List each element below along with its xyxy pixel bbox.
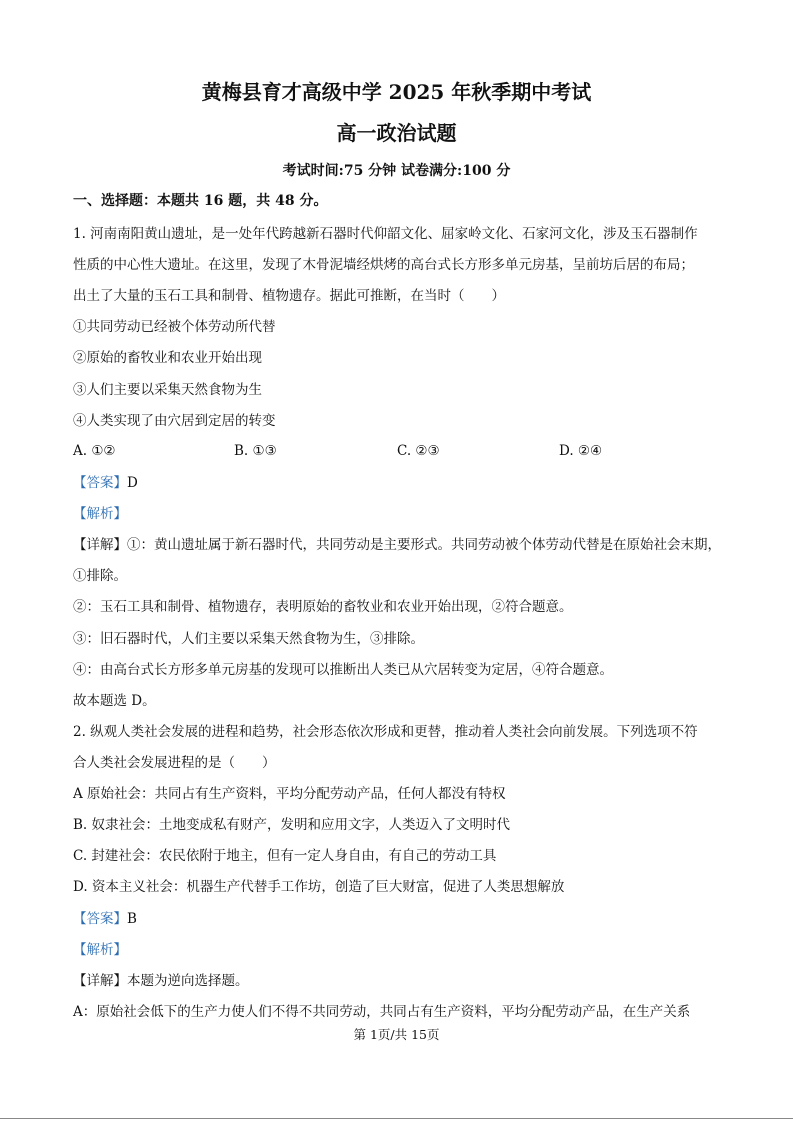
q1-stem-line: 出土了大量的玉石工具和制骨、植物遗存。据此可推断，在当时（ ） [73,288,505,304]
q2-stem-line: 2. 纵观人类社会发展的进程和趋势，社会形态依次形成和更替，推动着人类社会向前发展。下列选项不符 [73,724,698,740]
q1-detail-line: ②：玉石工具和制骨、植物遗存，表明原始的畜牧业和农业开始出现，②符合题意。 [73,599,573,615]
q1-answer-line [73,474,138,492]
section-heading: 一、选择题：本题共 16 题，共 48 分。 [73,193,328,209]
q1-stem-line: 性质的中心性大遗址。在这里，发现了木骨泥墙经烘烤的高台式长方形多单元房基，呈前坊后居的布局； [73,257,694,273]
q1-item: ④人类实现了由穴居到定居的转变 [73,413,276,429]
page-footer: 第 1页/共 15页 [353,1027,440,1042]
answer-tag: 【答案】 [73,911,127,927]
q2-option-c: C. 封建社会：农民依附于地主，但有一定人身自由，有自己的劳动工具 [73,848,497,864]
bottom-divider [0,1118,793,1119]
q1-detail-line: ①排除。 [73,568,127,584]
q1-detail-line: ③：旧石器时代，人们主要以采集天然食物为生，③排除。 [73,631,424,647]
q2-option-d: D. 资本主义社会：机器生产代替手工作坊，创造了巨大财富，促进了人类思想解放 [73,879,565,895]
q1-detail-line: ④：由高台式长方形多单元房基的发现可以推断出人类已从穴居转变为定居，④符合题意。 [73,662,613,678]
answer-tag: 【答案】 [73,475,127,491]
q1-option-d: D. ②④ [559,443,603,459]
detail-tag: 【详解】 [73,537,127,553]
q2-option-b: B. 奴隶社会：土地变成私有财产，发明和应用文字，人类迈入了文明时代 [73,817,511,833]
q2-detail-line: A：原始社会低下的生产力使人们不得不共同劳动，共同占有生产资料，平均分配劳动产品，在生产关系 [73,1004,691,1020]
q1-option-a: A. ①② [73,443,116,459]
q1-detail-line: 故本题选 D。 [73,693,156,709]
exam-subtitle: 高一政治试题 [336,121,457,145]
exam-title: 黄梅县育才高级中学 2025 年秋季期中考试 [201,80,592,104]
q1-detail-line [73,536,721,554]
analysis-tag: 【解析】 [73,942,127,958]
q1-option-c: C. ②③ [397,443,440,459]
q2-stem-line: 合人类社会发展进程的是（ ） [73,755,276,771]
q1-detail-text: ①：黄山遗址属于新石器时代，共同劳动是主要形式。共同劳动被个体劳动代替是在原始社会末期， [127,537,721,553]
q1-item: ①共同劳动已经被个体劳动所代替 [73,319,276,335]
q2-option-a: A 原始社会：共同占有生产资料，平均分配劳动产品，任何人都没有特权 [73,786,506,802]
q1-stem-line: 1. 河南南阳黄山遗址，是一处年代跨越新石器时代仰韶文化、屈家岭文化、石家河文化，涉及玉石器制作 [73,226,698,242]
q2-detail-text: 本题为逆向选择题。 [127,973,249,989]
q1-answer: D [127,475,138,491]
q2-answer-line [73,910,137,928]
q2-answer: B [127,911,137,927]
detail-tag: 【详解】 [73,973,127,989]
q1-option-b: B. ①③ [234,443,277,459]
exam-info: 考试时间:75 分钟 试卷满分:100 分 [282,163,511,179]
analysis-tag: 【解析】 [73,506,127,522]
q1-item: ③人们主要以采集天然食物为生 [73,382,262,398]
q1-item: ②原始的畜牧业和农业开始出现 [73,350,262,366]
q2-detail-line [73,972,249,990]
